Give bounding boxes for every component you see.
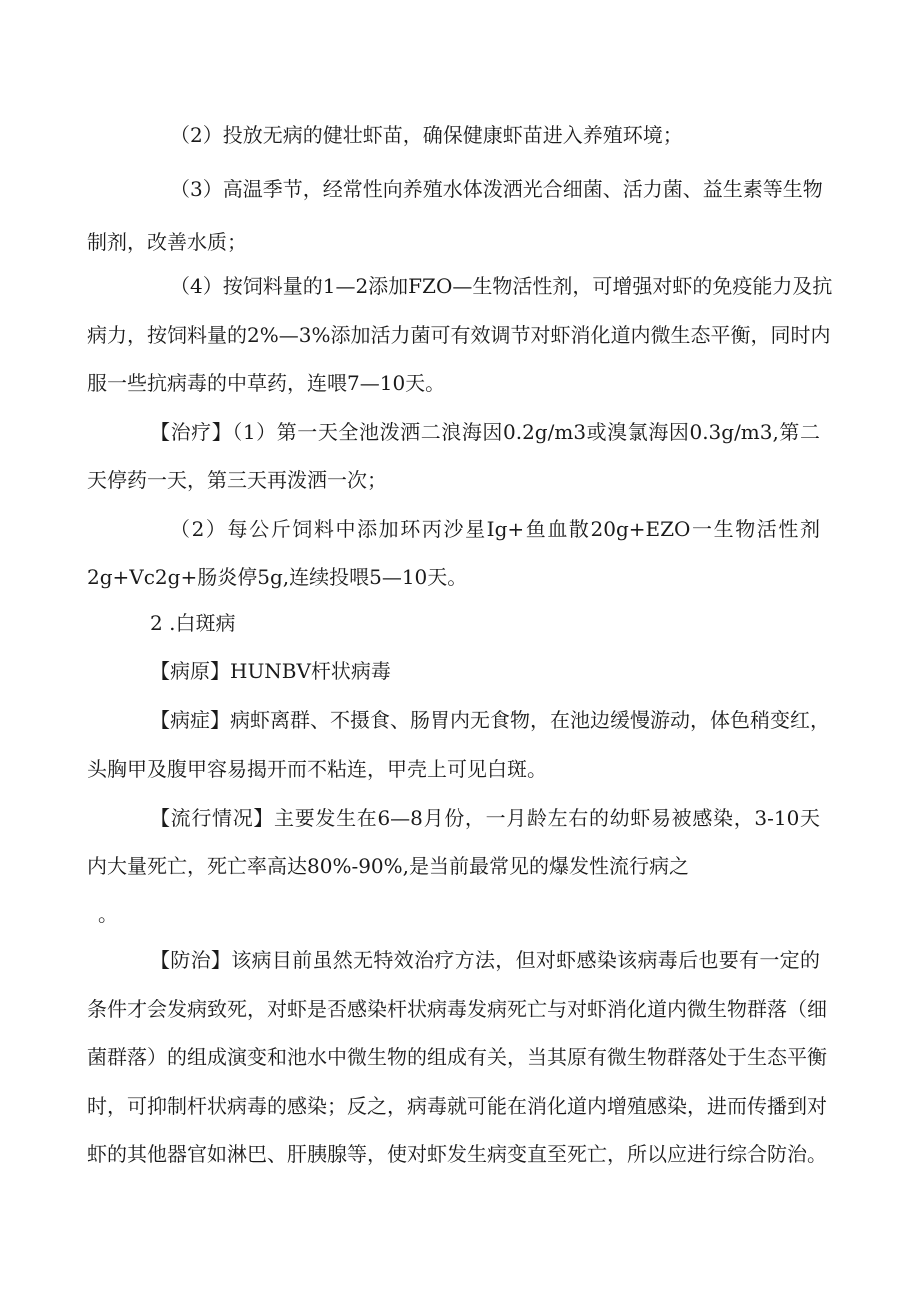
text-line-21: 时，可抑制杆状病毒的感染；反之，病毒就可能在消化道内增殖感染，进而传播到对: [87, 1094, 827, 1118]
text-line-12: 【病原】HUNBV杆状病毒: [150, 659, 391, 683]
text-line-10: 2g+Vc2g+肠炎停5g,连续投喂5—10天。: [87, 565, 468, 589]
text-line-14: 头胸甲及腹甲容易揭开而不粘连，甲壳上可见白斑。: [87, 757, 547, 781]
text-line-7: 【治疗】（1）第一天全池泼洒二浪海因0.2g/m3或溴氯海因0.3g/m3,第二: [150, 420, 820, 444]
section-heading: 2 .白斑病: [150, 611, 236, 635]
text-line-16: 内大量死亡，死亡率高达80%-90%,是当前最常见的爆发性流行病之: [87, 854, 690, 878]
text-line-18: 【防治】该病目前虽然无特效治疗方法，但对虾感染该病毒后也要有一定的: [150, 948, 820, 972]
text-line-9: （2）每公斤饲料中添加环丙沙星Ig+鱼血散20g+EZO一生物活性剂: [170, 517, 820, 541]
text-line-1: （2）投放无病的健壮虾苗，确保健康虾苗进入养殖环境；: [170, 123, 683, 147]
text-line-3: 制剂，改善水质；: [87, 230, 247, 254]
text-line-5: 病力，按饲料量的2%—3%添加活力菌可有效调节对虾消化道内微生态平衡，同时内: [87, 323, 831, 347]
text-line-20: 菌群落）的组成演变和池水中微生物的组成有关，当其原有微生物群落处于生态平衡: [87, 1045, 827, 1069]
text-line-15: 【流行情况】主要发生在6—8月份，一月龄左右的幼虾易被感染，3-10天: [150, 806, 820, 830]
text-line-8: 天停药一天，第三天再泼洒一次；: [87, 468, 387, 492]
text-line-19: 条件才会发病致死，对虾是否感染杆状病毒发病死亡与对虾消化道内微生物群落（细: [87, 997, 827, 1021]
text-line-17: 。: [98, 902, 118, 926]
text-line-6: 服一些抗病毒的中草药，连喂7—10天。: [87, 371, 446, 395]
text-line-13: 【病症】病虾离群、不摄食、肠胃内无食物，在池边缓慢游动，体色稍变红，: [150, 708, 830, 732]
text-line-2: （3）高温季节，经常性向养殖水体泼洒光合细菌、活力菌、益生素等生物: [170, 177, 823, 201]
text-line-22: 虾的其他器官如淋巴、肝胰腺等，使对虾发生病变直至死亡，所以应进行综合防治。: [87, 1142, 827, 1166]
text-line-4: （4）按饲料量的1—2添加FZO—生物活性剂，可增强对虾的免疫能力及抗: [170, 274, 833, 298]
